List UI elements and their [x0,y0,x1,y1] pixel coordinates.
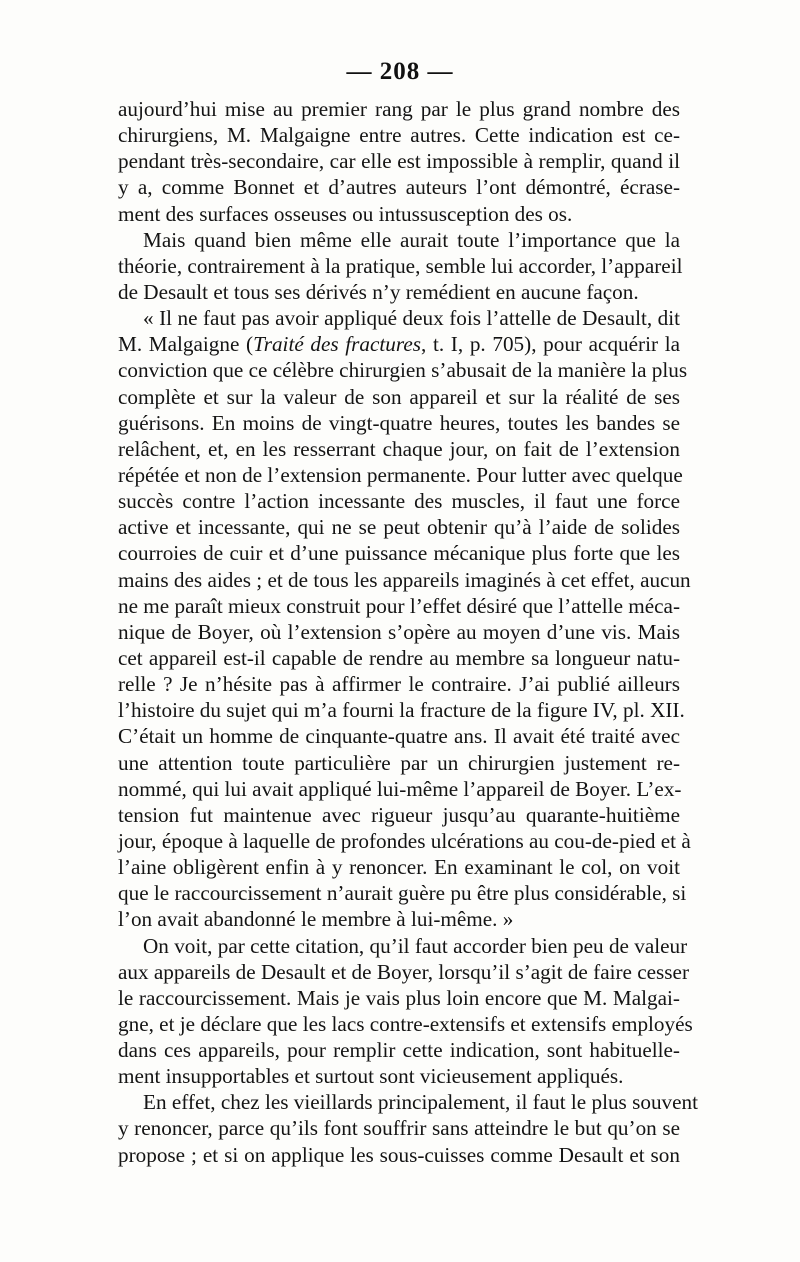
text-line: conviction que ce célèbre chirurgien s’abusait de la manière la plus [118,358,688,383]
text-line: théorie, contrairement à la pratique, semble lui accorder, l’appareil [118,253,683,278]
page-number: — 208 — [346,58,454,85]
text-line: jour, époque à laquelle de profondes ulcérations au cou-de-pied et à [118,828,691,853]
text-line: chirurgiens, M. Malgaigne entre autres. Cette indication est ce- [118,123,680,148]
text-line: l’aine obligèrent enfin à y renoncer. En examinant le col, on voit [118,855,680,880]
text-line: active et incessante, qui ne se peut obtenir qu’à l’aide de solides [118,515,680,540]
text-line: y renoncer, parce qu’ils font souffrir sans atteindre le but qu’on se [118,1116,680,1141]
text-line: aujourd’hui mise au premier rang par le plus grand nombre des [118,97,680,121]
text-line: « Il ne faut pas avoir appliqué deux fois l’attelle de Desault, dit [143,306,680,331]
text-line: ment insupportables et surtout sont vicieusement appliqués. [118,1064,624,1089]
text-line: mains des aides ; et de tous les appareils imaginés à cet effet, aucun [118,567,691,592]
text-line: complète et sur la valeur de son appareil et sur la réalité de ses [118,384,680,409]
text-line: le raccourcissement. Mais je vais plus loin encore que M. Malgai- [118,985,680,1010]
book-title: Traité des fractures [253,332,422,357]
text-line: M. Malgaigne (Traité des fractures, t. I, p. 705), pour acquérir la [118,332,680,357]
text-line: relâchent, et, en les resserrant chaque jour, on fait de l’extension [118,436,680,461]
text-line: y a, comme Bonnet et d’autres auteurs l’ont démontré, écrase- [118,175,680,200]
text-line: En effet, chez les vieillards principalement, il faut le plus souvent [143,1090,699,1115]
body-text [118,96,699,1168]
text-line: de Desault et tous ses dérivés n’y remédient en aucune façon. [118,279,639,304]
text-line: ment des surfaces osseuses ou intussusception des os. [118,201,573,226]
text-line: nommé, qui lui avait appliqué lui-même l’appareil de Boyer. L’ex- [118,776,682,801]
text-line: courroies de cuir et d’une puissance mécanique plus forte que les [118,541,680,566]
text-line: On voit, par cette citation, qu’il faut accorder bien peu de valeur [143,933,688,958]
text-line: répétée et non de l’extension permanente. Pour lutter avec quelque [118,462,683,487]
text-line: cet appareil est-il capable de rendre au membre sa longueur natu- [118,645,680,670]
text-line: C’était un homme de cinquante-quatre ans. Il avait été traité avec [118,724,680,749]
text-line: succès contre l’action incessante des muscles, il faut une force [118,489,680,514]
text-line: l’on avait abandonné le membre à lui-même. » [118,907,514,932]
text-line: aux appareils de Desault et de Boyer, lorsqu’il s’agit de faire cesser [118,959,689,984]
text-line: que le raccourcissement n’aurait guère pu être plus considérable, si [118,881,687,906]
text-line: l’histoire du sujet qui m’a fourni la fracture de la figure IV, pl. XII. [118,698,685,723]
text-line: pendant très-secondaire, car elle est impossible à remplir, quand il [118,149,680,174]
text-line: propose ; et si on applique les sous-cuisses comme Desault et son [118,1142,680,1167]
text-line: Mais quand bien même elle aurait toute l’importance que la [143,227,680,252]
text-line: gne, et je déclare que les lacs contre-extensifs et extensifs employés [118,1011,693,1036]
text-line: tension fut maintenue avec rigueur jusqu’au quarante-huitième [118,802,680,827]
text-line: dans ces appareils, pour remplir cette indication, sont habituelle- [118,1038,680,1063]
text-line: guérisons. En moins de vingt-quatre heures, toutes les bandes se [118,410,680,435]
text-line: relle ? Je n’hésite pas à affirmer le contraire. J’ai publié ailleurs [118,672,680,697]
text-line: nique de Boyer, où l’extension s’opère au moyen d’une vis. Mais [118,619,680,644]
text-line: ne me paraît mieux construit pour l’effet désiré que l’attelle méca- [118,593,681,618]
text-line: une attention toute particulière par un chirurgien justement re- [118,750,680,775]
